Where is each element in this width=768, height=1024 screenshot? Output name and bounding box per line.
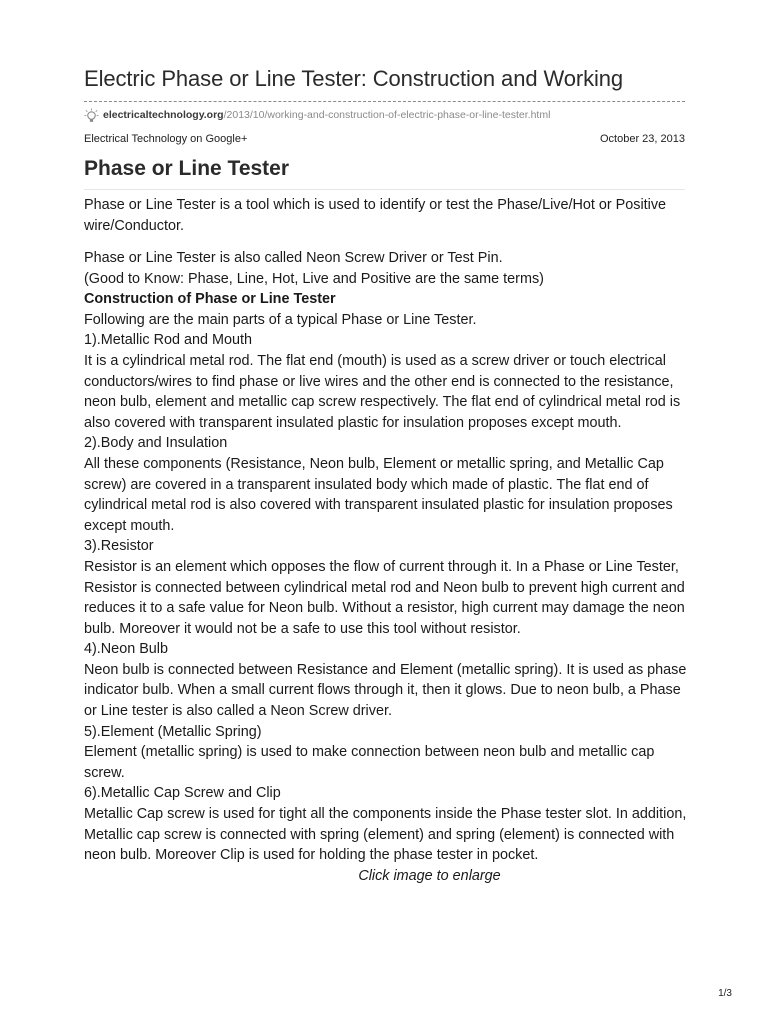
intro-paragraph: Phase or Line Tester is a tool which is used to identify or test the Phase/Live/Hot or Positive wire/Conductor. [84,197,667,234]
also-called-text: Phase or Line Tester is also called Neon Screw Driver or Test Pin. [84,250,503,266]
section-divider [84,189,685,190]
part-description: Resistor is an element which opposes the flow of current through it. In a Phase or Line Tester, Resistor is connected between cylindrical metal rod and Neon bulb to prevent high current and reduces it to a safe value for Neon bulb. Without a resistor, high current may damage the neon bulb. Moreover it would not be a safe to use this tool without resistor. [84,558,685,637]
part-description: It is a cylindrical metal rod. The flat end (mouth) is used as a screw driver or touch electrical conductors/wires to find phase or live wires and the other end is connected to the resistance, neon bulb, element and metallic cap screw respectively. The flat end of cylindrical metal rod is also covered with transparent insulated plastic for insulation proposes except mouth. [84,352,681,431]
source-domain[interactable]: electricaltechnology.org [103,109,224,121]
part-heading: 6).Metallic Cap Screw and Clip [84,785,281,802]
article-body [84,248,689,886]
publish-date: October 23, 2013 [599,133,685,145]
page-number: 1/3 [718,988,732,999]
image-caption-link[interactable]: Click image to enlarge [358,867,501,884]
lightbulb-icon [84,108,99,123]
source-path[interactable]: /2013/10/working-and-construction-of-electric-phase-or-line-tester.html [223,109,551,121]
part-description: Neon bulb is connected between Resistance and Element (metallic spring). It is used as phase indicator bulb. When a small current flows through it, then it glows. Due to neon bulb, a Phase or Line tester is also called a Neon Screw driver. [84,661,687,720]
author-line: Electrical Technology on Google+ [84,133,248,145]
title-divider [84,101,685,102]
part-heading: 5).Element (Metallic Spring) [84,723,262,740]
part-heading: 3).Resistor [84,538,154,555]
part-heading: 4).Neon Bulb [84,641,168,658]
construction-intro: Following are the main parts of a typical Phase or Line Tester. [84,311,477,328]
part-description: All these components (Resistance, Neon bulb, Element or metallic spring, and Metallic Cap screw) are covered in a transparent insulated body which made of plastic. The flat end of cylindrical metal rod is also covered with transparent insulated plastic for insulation proposes except mouth. [84,455,673,534]
document-title: Electric Phase or Line Tester: Construction and Working [84,66,624,91]
part-heading: 2).Body and Insulation [84,435,228,452]
construction-heading: Construction of Phase or Line Tester [84,291,336,308]
part-description: Element (metallic spring) is used to make connection between neon bulb and metallic cap screw. [84,744,655,781]
section-title: Phase or Line Tester [84,157,290,180]
source-url[interactable] [84,107,550,123]
part-heading: 1).Metallic Rod and Mouth [84,332,252,349]
meta-row [84,133,685,145]
good-to-know-note: (Good to Know: Phase, Line, Hot, Live and Positive are the same terms) [84,270,544,287]
part-description: Metallic Cap screw is used for tight all the components inside the Phase tester slot. In addition, Metallic cap screw is connected with spring (element) and spring (element) is connected with neon bulb. Moreover Clip is used for holding the phase tester in pocket. [84,806,687,864]
